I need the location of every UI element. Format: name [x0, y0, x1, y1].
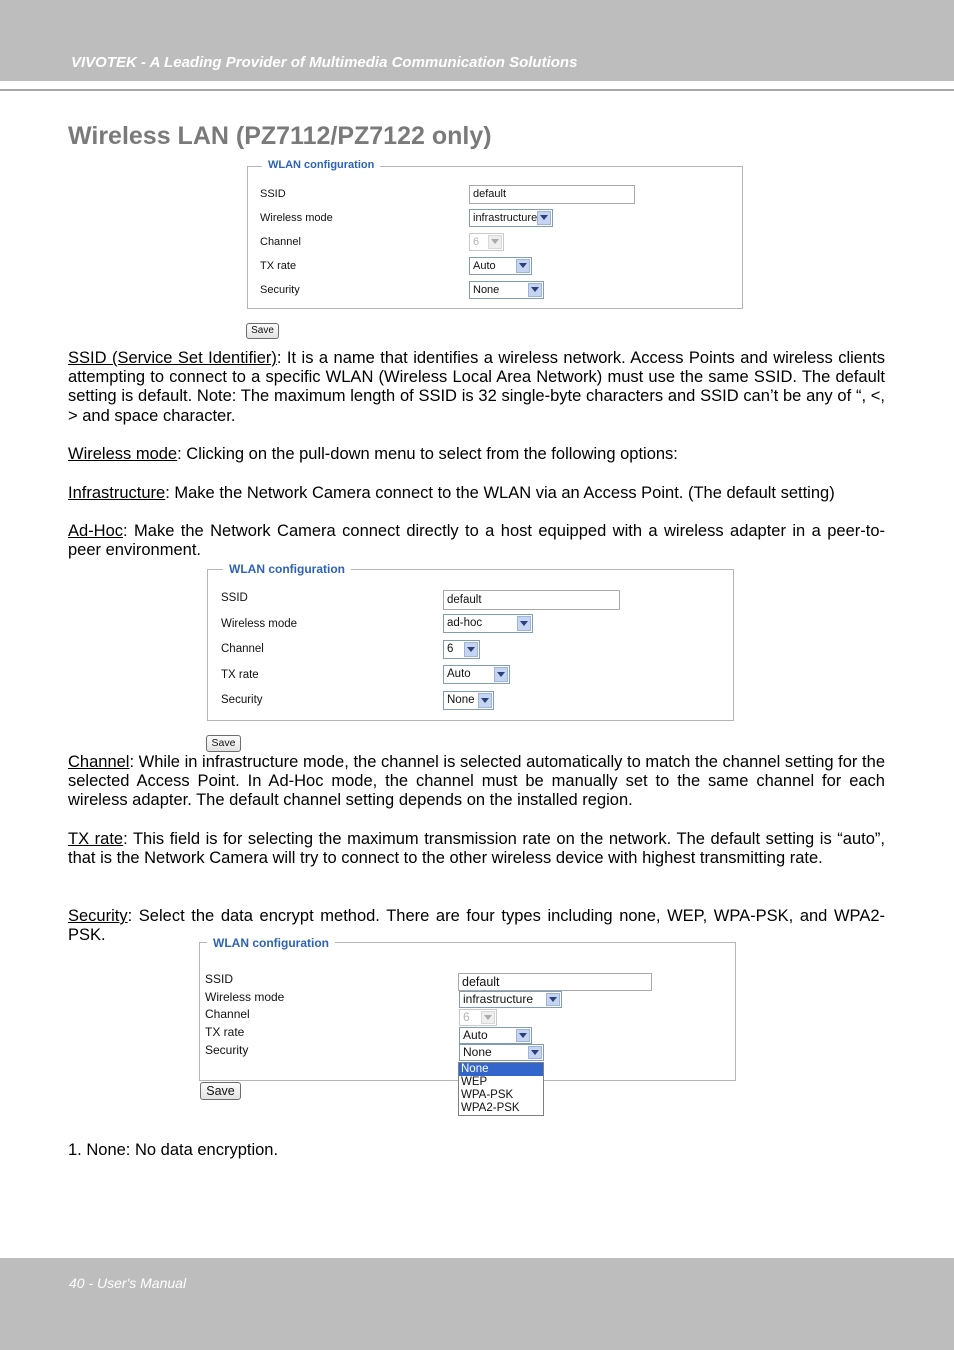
fieldset-legend: WLAN configuration	[262, 159, 380, 171]
wireless-mode-value: ad-hoc	[447, 617, 483, 629]
channel-value: 6	[463, 1010, 470, 1024]
list-text: None: No data encryption.	[86, 1141, 279, 1159]
ssid-input[interactable]: default	[443, 590, 620, 610]
chevron-down-icon	[464, 642, 478, 657]
security-option-wep[interactable]: WEP	[461, 1076, 488, 1088]
chevron-down-icon	[546, 993, 560, 1006]
tx-rate-label: TX rate	[260, 260, 297, 272]
page-footer	[0, 1258, 954, 1350]
chevron-down-icon	[494, 667, 508, 682]
ssid-paragraph	[68, 349, 885, 426]
security-value: None	[463, 1045, 492, 1059]
chevron-down-icon	[528, 283, 542, 297]
wireless-mode-select[interactable]	[459, 991, 562, 1008]
security-option-none[interactable]: None	[459, 1063, 543, 1076]
channel-term: Channel	[68, 753, 130, 771]
save-button[interactable]: Save	[200, 1082, 241, 1100]
channel-label: Channel	[205, 1007, 250, 1021]
adhoc-term: Ad-Hoc	[68, 522, 124, 540]
wireless-mode-select[interactable]	[443, 614, 533, 633]
ssid-term: SSID (Service Set Identifier)	[68, 349, 277, 367]
channel-paragraph	[68, 753, 885, 811]
list-item	[68, 1141, 885, 1160]
tx-rate-body: : This field is for selecting the maximum transmission rate on the network. The default setting is “auto”, that is the Network Camera will try to connect to the other wireless device with highest transmitting rate.	[68, 830, 885, 868]
channel-value: 6	[447, 643, 454, 655]
wireless-mode-term: Wireless mode	[68, 445, 178, 463]
security-value: None	[447, 694, 475, 706]
chevron-down-icon	[478, 693, 492, 708]
ssid-body: : It is a name that identifies a wireless network. Access Points and wireless clients attempting to connect to a specific WLAN (Wireless Local Area Network) must use the same SSID. The default setting is default. Note: The maximum length of SSID is 32 single-byte characters and SSID can’t be any of “, <, > and space character.	[68, 349, 885, 425]
ssid-input[interactable]: default	[469, 185, 635, 204]
page-header	[0, 0, 954, 81]
security-option-wpa2-psk[interactable]: WPA2-PSK	[461, 1102, 520, 1114]
wireless-mode-label: Wireless mode	[205, 990, 285, 1004]
tx-rate-term: TX rate	[68, 830, 124, 848]
tx-rate-value: Auto	[463, 1028, 488, 1042]
infrastructure-term: Infrastructure	[68, 484, 166, 502]
security-select[interactable]	[469, 281, 544, 299]
security-label: Security	[205, 1043, 249, 1057]
infrastructure-paragraph	[68, 484, 885, 503]
chevron-down-icon	[481, 1011, 495, 1024]
security-select[interactable]	[459, 1044, 544, 1061]
fieldset-legend: WLAN configuration	[223, 562, 351, 576]
channel-select	[459, 1009, 497, 1026]
security-body: : Select the data encrypt method. There are four types including none, WEP, WPA-PSK, and WPA2-PSK.	[68, 907, 885, 945]
tx-rate-label: TX rate	[205, 1025, 245, 1039]
tx-rate-value: Auto	[473, 260, 496, 272]
channel-value: 6	[473, 236, 480, 248]
chevron-down-icon	[488, 235, 502, 249]
chevron-down-icon	[537, 211, 551, 225]
security-label: Security	[221, 694, 263, 706]
security-term: Security	[68, 907, 128, 925]
ssid-label: SSID	[221, 592, 248, 604]
ssid-label: SSID	[205, 972, 234, 986]
wireless-mode-value: infrastructure	[473, 212, 538, 224]
channel-label: Channel	[221, 643, 264, 655]
channel-label: Channel	[260, 236, 301, 248]
security-option-wpa-psk[interactable]: WPA-PSK	[461, 1089, 514, 1101]
ssid-input[interactable]: default	[458, 973, 652, 991]
wireless-mode-value: infrastructure	[463, 992, 534, 1006]
chevron-down-icon	[528, 1046, 542, 1059]
wireless-mode-body: : Clicking on the pull-down menu to select from the following options:	[177, 445, 678, 463]
security-dropdown-list	[458, 1062, 544, 1116]
tx-rate-select[interactable]	[443, 665, 510, 684]
save-button[interactable]: Save	[206, 735, 241, 752]
security-select[interactable]	[443, 691, 494, 710]
channel-select[interactable]	[443, 640, 480, 659]
tx-rate-value: Auto	[447, 668, 471, 680]
tx-rate-paragraph	[68, 830, 885, 868]
header-rule	[0, 89, 954, 91]
chevron-down-icon	[517, 616, 531, 631]
wireless-mode-label: Wireless mode	[221, 618, 298, 630]
fieldset-legend: WLAN configuration	[207, 936, 335, 950]
tx-rate-select[interactable]	[469, 257, 532, 275]
wireless-mode-select[interactable]	[469, 209, 553, 227]
section-title: Wireless LAN (PZ7112/PZ7122 only)	[68, 122, 492, 150]
list-number: 1.	[68, 1141, 82, 1159]
page-number: 40 - User's Manual	[69, 1275, 187, 1291]
adhoc-body: : Make the Network Camera connect directly to a host equipped with a wireless adapter in a peer-to-peer environment.	[68, 522, 885, 560]
channel-body: : While in infrastructure mode, the channel is selected automatically to match the channel setting for the selected Access Point. In Ad-Hoc mode, the channel must be manually set to the same channel for each wireless adapter. The default channel setting depends on the installed region.	[68, 753, 885, 810]
header-text: VIVOTEK - A Leading Provider of Multimedia Communication Solutions	[71, 54, 578, 71]
chevron-down-icon	[516, 259, 530, 273]
chevron-down-icon	[516, 1029, 530, 1042]
infrastructure-body: : Make the Network Camera connect to the WLAN via an Access Point. (The default setting)	[165, 484, 835, 502]
security-paragraph	[68, 907, 885, 945]
wireless-mode-paragraph	[68, 445, 885, 464]
security-label: Security	[260, 284, 300, 296]
wireless-mode-label: Wireless mode	[260, 212, 333, 224]
tx-rate-select[interactable]	[459, 1027, 532, 1044]
security-value: None	[473, 284, 500, 296]
adhoc-paragraph	[68, 522, 885, 560]
ssid-label: SSID	[260, 188, 286, 200]
tx-rate-label: TX rate	[221, 669, 259, 681]
save-button[interactable]: Save	[246, 323, 279, 339]
channel-select	[469, 233, 504, 251]
